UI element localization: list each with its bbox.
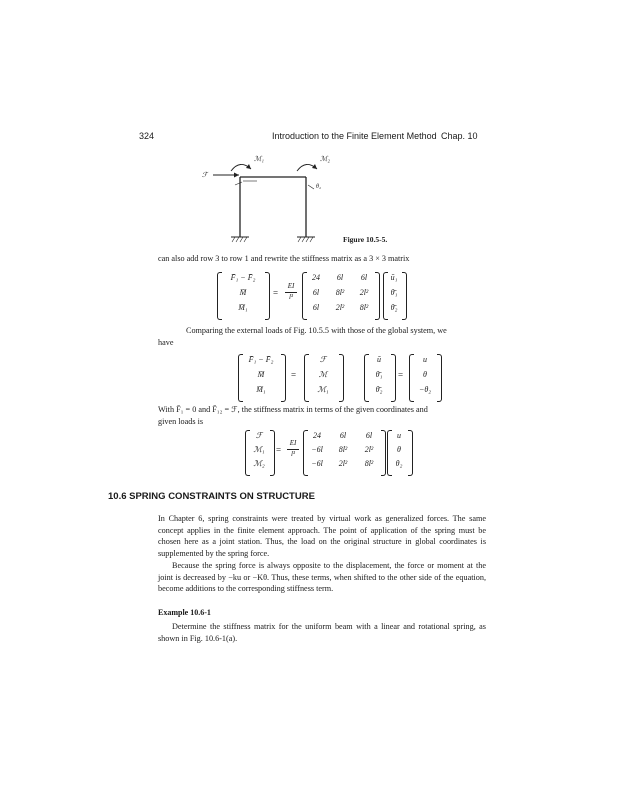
example-text: Determine the stiffness matrix for the uniform beam with a linear and rotational spring, as shown in Fig. 10.6-1(a). <box>158 622 486 643</box>
text-line-3a: With F̄₁ = 0 and F̄₁₂ = ℱ, the stiffness matrix in terms of the given coordinates and <box>158 405 428 414</box>
portal-frame-figure <box>195 153 355 245</box>
text-line-1: can also add row 3 to row 1 and rewrite the stiffness matrix as a 3 × 3 matrix <box>158 254 410 263</box>
figure-label-f: ℱ <box>202 171 208 179</box>
text-line-2a: Comparing the external loads of Fig. 10.5.5 with those of the global system, we <box>186 326 447 335</box>
running-title: Introduction to the Finite Element Method <box>272 131 437 141</box>
chapter-label: Chap. 10 <box>441 131 478 141</box>
force-arrowhead <box>234 173 239 178</box>
figure-label-m1: ℳ₁ <box>254 155 264 163</box>
left-fixed-support <box>231 237 249 242</box>
paragraph-2: Because the spring force is always opposite to the displacement, the force or moment at the joint is decreased by −ku or −Kθ. Thus, these terms, when shifted to the other side of the equation, become additions to the corresponding stiffness term. <box>158 561 486 594</box>
page-number: 324 <box>139 131 155 141</box>
text-line-3b: given loads is <box>158 417 204 426</box>
text-line-2b: have <box>158 338 174 347</box>
paragraph-1: In Chapter 6, spring constraints were treated by virtual work as generalized forces. The same concept applies in the finite element approach. The point of application of the spring must be chosen here as a joint station. Thus, the load on the original structure in global coordinates is supplemented by the spring force. <box>158 514 486 559</box>
figure-label-m2: ℳ₂ <box>320 155 330 163</box>
figure-caption: Figure 10.5-5. <box>343 235 388 244</box>
figure-label-theta: θ₂ <box>316 184 322 190</box>
section-heading: 10.6 SPRING CONSTRAINTS ON STRUCTURE <box>108 491 315 502</box>
example-title: Example 10.6-1 <box>158 608 211 617</box>
right-fixed-support <box>297 237 315 242</box>
